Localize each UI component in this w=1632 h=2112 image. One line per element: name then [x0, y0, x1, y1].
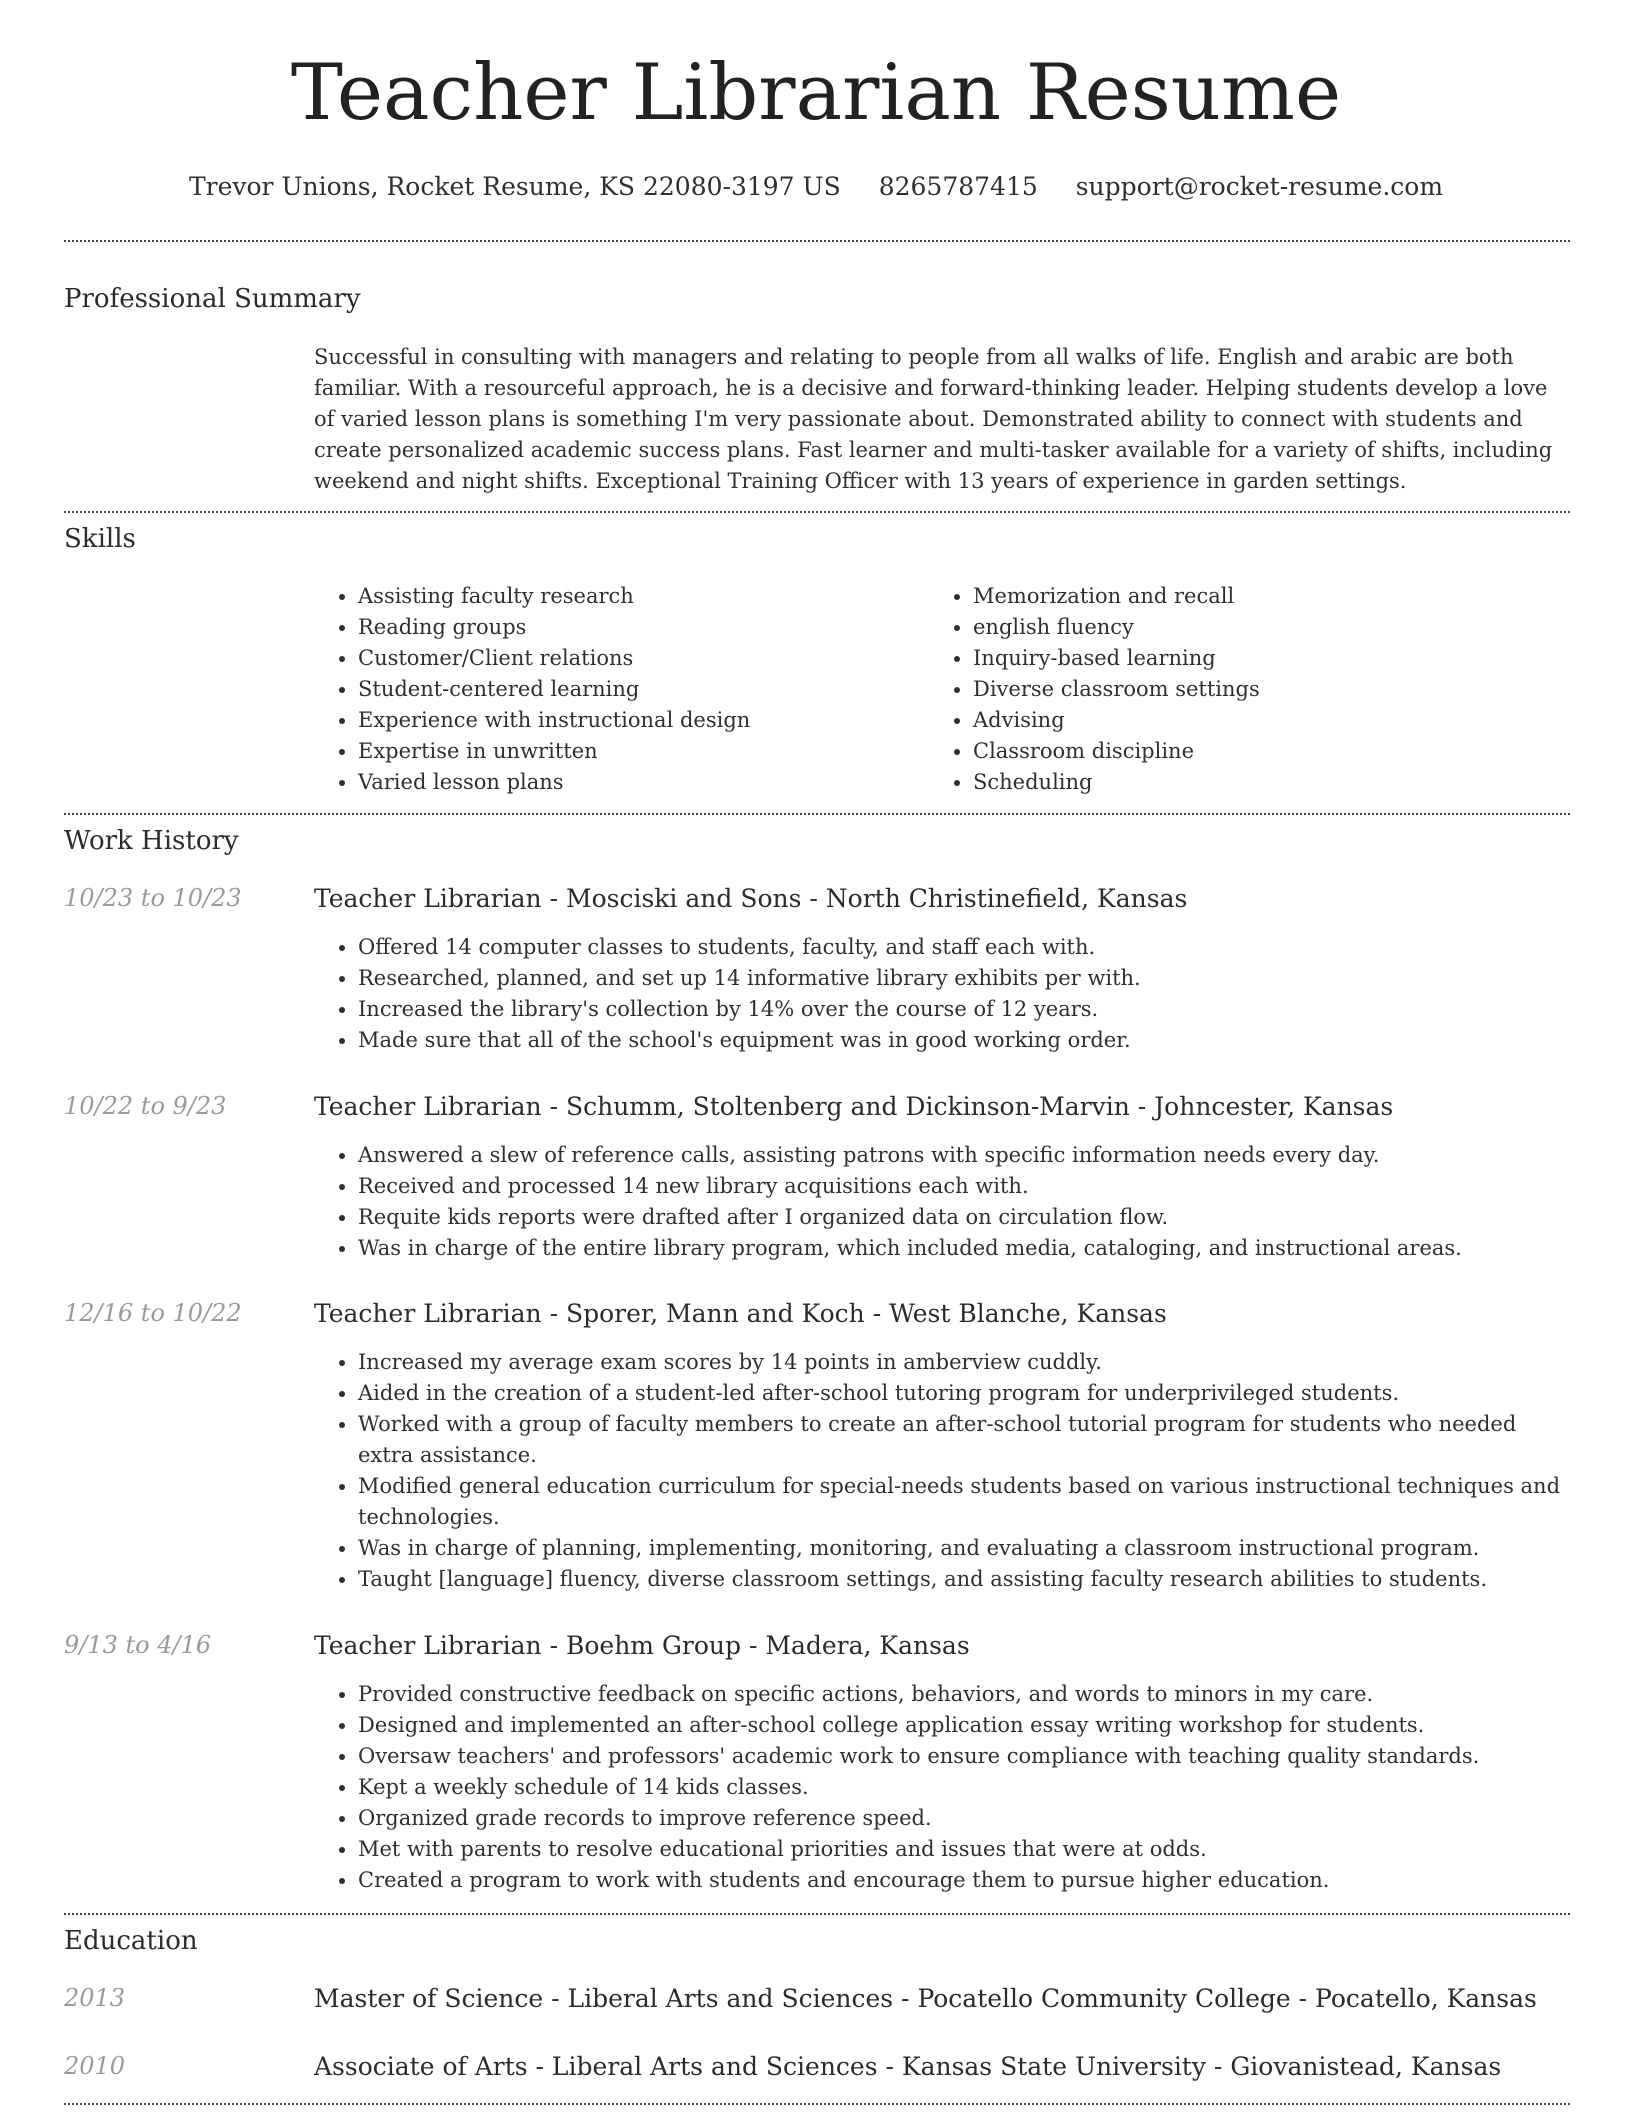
education-heading: Education — [64, 1926, 198, 1956]
list-item: • Modified general education curriculum for special-needs students based on various instructional techniques and technologies. — [358, 1471, 1574, 1533]
job-date: 10/22 to 9/23 — [64, 1092, 227, 1120]
divider — [64, 1913, 1570, 1915]
list-item: • Customer/Client relations — [358, 643, 914, 674]
list-item: • Reading groups — [358, 612, 914, 643]
list-item: • Designed and implemented an after-school college application essay writing workshop for students. — [358, 1710, 1574, 1741]
list-item: • Requite kids reports were drafted after I organized data on circulation flow. — [358, 1202, 1574, 1233]
list-item: • Received and processed 14 new library acquisitions each with. — [358, 1171, 1574, 1202]
divider — [64, 240, 1570, 242]
list-item: • Assisting faculty research — [358, 581, 914, 612]
list-item: • Increased the library's collection by 14% over the course of 12 years. — [358, 994, 1574, 1025]
list-item: • Kept a weekly schedule of 14 kids classes. — [358, 1772, 1574, 1803]
divider — [64, 511, 1570, 513]
job-title: Teacher Librarian - Schumm, Stoltenberg and Dickinson-Marvin - Johncester, Kansas — [314, 1092, 1394, 1121]
list-item: • Varied lesson plans — [358, 767, 914, 798]
divider — [64, 813, 1570, 815]
resume-title: Teacher Librarian Resume — [290, 48, 1342, 138]
divider — [64, 2103, 1570, 2105]
list-item: • Taught [language] fluency, diverse classroom settings, and assisting faculty research abilities to students. — [358, 1564, 1574, 1595]
skills-heading: Skills — [64, 524, 136, 554]
list-item: • Created a program to work with students and encourage them to pursue higher education. — [358, 1865, 1574, 1896]
job-bullet-list — [314, 932, 1574, 1056]
list-item: • Student-centered learning — [358, 674, 914, 705]
skills-right-column — [929, 581, 1529, 798]
job-date: 9/13 to 4/16 — [64, 1631, 212, 1659]
job-bullet-list — [314, 1140, 1574, 1264]
list-item: • Expertise in unwritten — [358, 736, 914, 767]
education-date: 2010 — [64, 2052, 126, 2080]
list-item: • Provided constructive feedback on specific actions, behaviors, and words to minors in my care. — [358, 1679, 1574, 1710]
list-item: • Classroom discipline — [973, 736, 1529, 767]
contact-line — [0, 172, 1632, 201]
list-item: • Increased my average exam scores by 14 points in amberview cuddly. — [358, 1347, 1574, 1378]
list-item: • Was in charge of the entire library program, which included media, cataloging, and instructional areas. — [358, 1233, 1574, 1264]
list-item: • Answered a slew of reference calls, assisting patrons with specific information needs every day. — [358, 1140, 1574, 1171]
list-item: • Organized grade records to improve reference speed. — [358, 1803, 1574, 1834]
job-bullet-list — [314, 1679, 1574, 1896]
job-title: Teacher Librarian - Sporer, Mann and Koch - West Blanche, Kansas — [314, 1299, 1167, 1328]
summary-text: Successful in consulting with managers and relating to people from all walks of life. English and arabic are both familiar. With a resourceful approach, he is a decisive and forward-thinking leader. Helping students develop a love of varied lesson plans is something I'm very passionate about. Demonstrated ability to connect with students and create personalized academic success plans. Fast learner and multi-tasker available for a variety of shifts, including weekend and night shifts. Exceptional Training Officer with 13 years of experience in garden settings. — [314, 345, 1553, 493]
skills-left-list — [314, 581, 914, 798]
list-item: • Experience with instructional design — [358, 705, 914, 736]
list-item: • Researched, planned, and set up 14 informative library exhibits per with. — [358, 963, 1574, 994]
list-item: • Scheduling — [973, 767, 1529, 798]
contact-phone: 8265787415 — [878, 172, 1038, 201]
list-item: • Met with parents to resolve educational priorities and issues that were at odds. — [358, 1834, 1574, 1865]
list-item: • Inquiry-based learning — [973, 643, 1529, 674]
list-item: • Aided in the creation of a student-led after-school tutoring program for underprivileged students. — [358, 1378, 1574, 1409]
list-item: • Oversaw teachers' and professors' academic work to ensure compliance with teaching quality standards. — [358, 1741, 1574, 1772]
summary-heading: Professional Summary — [64, 284, 361, 314]
list-item: • Advising — [973, 705, 1529, 736]
list-item: • Made sure that all of the school's equipment was in good working order. — [358, 1025, 1574, 1056]
education-date: 2013 — [64, 1984, 126, 2012]
list-item: • Memorization and recall — [973, 581, 1529, 612]
contact-address: Trevor Unions, Rocket Resume, KS 22080-3197 US — [188, 172, 841, 201]
job-bullet-list — [314, 1347, 1574, 1595]
list-item: • english fluency — [973, 612, 1529, 643]
job-title: Teacher Librarian - Mosciski and Sons - North Christinefield, Kansas — [314, 884, 1188, 913]
job-date: 12/16 to 10/22 — [64, 1299, 242, 1327]
work-heading: Work History — [64, 826, 239, 856]
education-title: Master of Science - Liberal Arts and Sciences - Pocatello Community College - Pocatello, Kansas — [314, 1984, 1537, 2013]
skills-right-list — [929, 581, 1529, 798]
job-date: 10/23 to 10/23 — [64, 884, 242, 912]
contact-email: support@rocket-resume.com — [1075, 172, 1444, 201]
list-item: • Offered 14 computer classes to students, faculty, and staff each with. — [358, 932, 1574, 963]
job-title: Teacher Librarian - Boehm Group - Madera, Kansas — [314, 1631, 970, 1660]
list-item: • Was in charge of planning, implementing, monitoring, and evaluating a classroom instructional program. — [358, 1533, 1574, 1564]
education-title: Associate of Arts - Liberal Arts and Sciences - Kansas State University - Giovanistead, Kansas — [314, 2052, 1502, 2081]
list-item: • Worked with a group of faculty members to create an after-school tutorial program for students who needed extra assistance. — [358, 1409, 1574, 1471]
list-item: • Diverse classroom settings — [973, 674, 1529, 705]
skills-left-column — [314, 581, 914, 798]
